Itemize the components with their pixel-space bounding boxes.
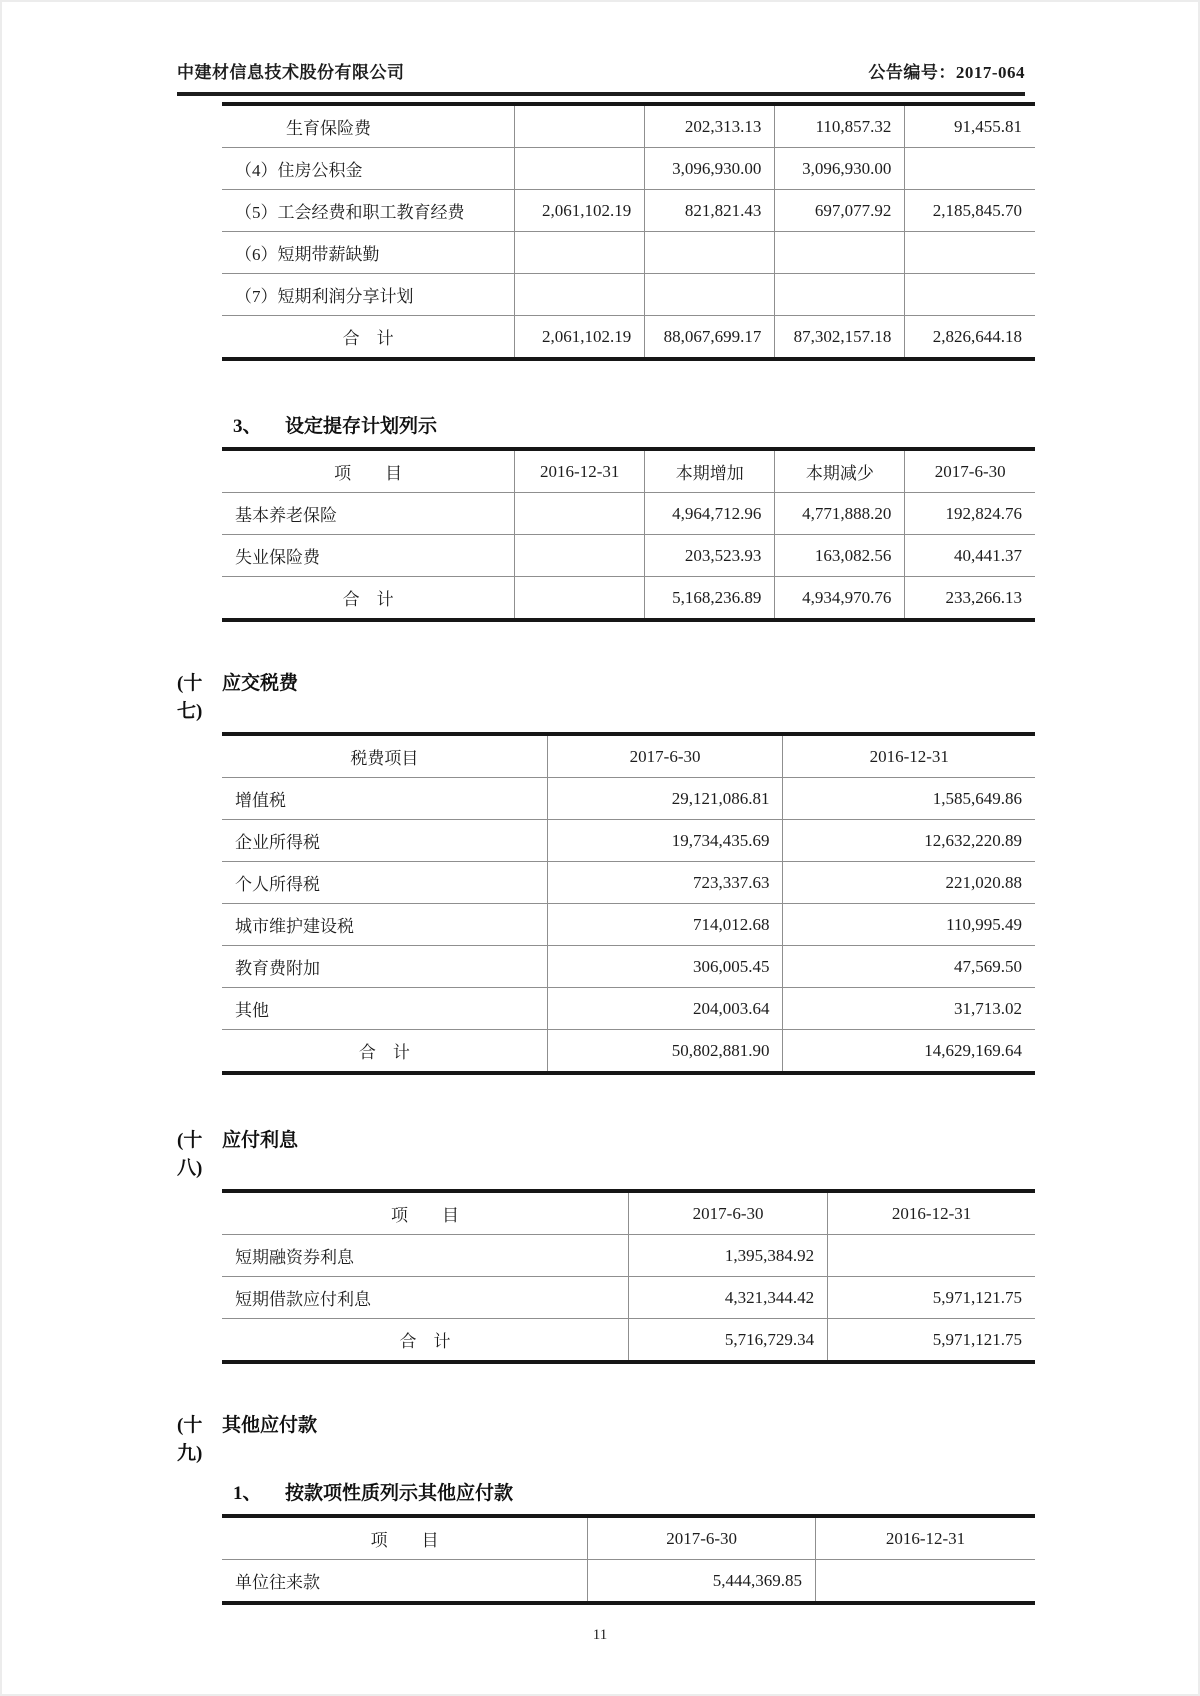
- cell-value: 203,523.93: [645, 535, 775, 577]
- row-label: （7）短期利润分享计划: [222, 274, 515, 316]
- table-row: [222, 535, 1035, 577]
- row-label: 合 计: [222, 1030, 547, 1074]
- cell-value: 233,266.13: [905, 577, 1035, 621]
- row-label: 增值税: [222, 778, 547, 820]
- cell-value: [645, 274, 775, 316]
- cell-value: 2,826,644.18: [905, 316, 1035, 360]
- cell-value: 91,455.81: [905, 104, 1035, 148]
- company-name: 中建材信息技术股份有限公司: [177, 63, 405, 82]
- row-label: 城市维护建设税: [222, 904, 547, 946]
- row-label: （4）住房公积金: [222, 148, 515, 190]
- cell-value: 3,096,930.00: [645, 148, 775, 190]
- tax-grid: [222, 732, 1035, 1075]
- announcement-number: [868, 58, 1025, 83]
- section-heading-interest-payable: [177, 1127, 1025, 1183]
- table-row: [222, 493, 1035, 535]
- section-title: 设定提存计划列示: [285, 416, 438, 437]
- section-number: 3、: [233, 416, 262, 437]
- cell-value: 5,444,369.85: [588, 1560, 816, 1604]
- column-header: 2017-6-30: [629, 1191, 828, 1235]
- table-row: [222, 862, 1035, 904]
- row-label: 合 计: [222, 577, 515, 621]
- cell-value: [775, 274, 905, 316]
- cell-value: 4,964,712.96: [645, 493, 775, 535]
- table-row: [222, 232, 1035, 274]
- announcement-value: 2017-064: [955, 63, 1025, 82]
- row-label: 合 计: [222, 316, 515, 360]
- cell-value: 29,121,086.81: [547, 778, 783, 820]
- cell-value: 31,713.02: [783, 988, 1035, 1030]
- table-row: [222, 778, 1035, 820]
- column-header: 本期减少: [775, 449, 905, 493]
- column-header: 项 目: [222, 1191, 629, 1235]
- defined-contribution-plan-table: [222, 447, 1035, 622]
- table-row: [222, 274, 1035, 316]
- cell-value: 5,716,729.34: [629, 1319, 828, 1363]
- plan-grid: [222, 447, 1035, 622]
- table-row: [222, 904, 1035, 946]
- section-title: 应交税费: [222, 673, 299, 694]
- cell-value: [815, 1560, 1035, 1604]
- cell-value: 821,821.43: [645, 190, 775, 232]
- table-row: [222, 1235, 1035, 1277]
- column-header: 2017-6-30: [588, 1516, 816, 1560]
- cell-value: 723,337.63: [547, 862, 783, 904]
- row-label: 短期融资券利息: [222, 1235, 629, 1277]
- page-footer: [0, 1627, 1200, 1644]
- column-header: 项 目: [222, 1516, 588, 1560]
- section-title: 其他应付款: [222, 1415, 318, 1436]
- column-header: 本期增加: [645, 449, 775, 493]
- cell-value: 110,857.32: [775, 104, 905, 148]
- row-label: 教育费附加: [222, 946, 547, 988]
- section-heading-other-payables: [177, 1412, 1025, 1468]
- cell-value: 306,005.45: [547, 946, 783, 988]
- table-header-row: [222, 1191, 1035, 1235]
- cell-value: 87,302,157.18: [775, 316, 905, 360]
- cell-value: 714,012.68: [547, 904, 783, 946]
- column-header: 2016-12-31: [783, 734, 1035, 778]
- row-label: 单位往来款: [222, 1560, 588, 1604]
- table-row: [222, 1560, 1035, 1604]
- other-payables-table: [222, 1514, 1035, 1605]
- cell-value: 202,313.13: [645, 104, 775, 148]
- cell-value: 12,632,220.89: [783, 820, 1035, 862]
- row-label: 短期借款应付利息: [222, 1277, 629, 1319]
- column-header: 项 目: [222, 449, 515, 493]
- column-header: 税费项目: [222, 734, 547, 778]
- row-label: 企业所得税: [222, 820, 547, 862]
- section-heading-other-payables-by-nature: [233, 1480, 1025, 1508]
- table-row: [222, 946, 1035, 988]
- cell-value: 5,971,121.75: [828, 1277, 1035, 1319]
- taxes-payable-table: [222, 732, 1035, 1075]
- cell-value: 2,185,845.70: [905, 190, 1035, 232]
- row-label: 个人所得税: [222, 862, 547, 904]
- cell-value: 697,077.92: [775, 190, 905, 232]
- table-row: [222, 148, 1035, 190]
- table-row: [222, 577, 1035, 621]
- table-row: [222, 1277, 1035, 1319]
- table-row: [222, 1319, 1035, 1363]
- section-heading-taxes-payable: [177, 670, 1025, 726]
- row-label: 其他: [222, 988, 547, 1030]
- cell-value: 4,934,970.76: [775, 577, 905, 621]
- cell-value: 3,096,930.00: [775, 148, 905, 190]
- cell-value: 204,003.64: [547, 988, 783, 1030]
- section-heading-defined-contribution-plan: [233, 413, 1025, 441]
- cell-value: [775, 232, 905, 274]
- cell-value: [645, 232, 775, 274]
- cell-value: 192,824.76: [905, 493, 1035, 535]
- section-number: (十七): [177, 673, 203, 722]
- cell-value: 1,585,649.86: [783, 778, 1035, 820]
- row-label: （5）工会经费和职工教育经费: [222, 190, 515, 232]
- cell-value: [515, 104, 645, 148]
- interest-grid: [222, 1189, 1035, 1364]
- cell-value: 40,441.37: [905, 535, 1035, 577]
- row-label: （6）短期带薪缺勤: [222, 232, 515, 274]
- cell-value: 19,734,435.69: [547, 820, 783, 862]
- compensation-grid: [222, 102, 1035, 361]
- cell-value: [515, 274, 645, 316]
- interest-payable-table: [222, 1189, 1035, 1364]
- cell-value: 2,061,102.19: [515, 190, 645, 232]
- table-header-row: [222, 1516, 1035, 1560]
- cell-value: [905, 274, 1035, 316]
- cell-value: [905, 148, 1035, 190]
- employee-benefits-continuation-table: [222, 102, 1035, 361]
- cell-value: 110,995.49: [783, 904, 1035, 946]
- section-number: (十九): [177, 1415, 203, 1464]
- cell-value: [515, 493, 645, 535]
- column-header: 2016-12-31: [815, 1516, 1035, 1560]
- table-row: [222, 190, 1035, 232]
- cell-value: 50,802,881.90: [547, 1030, 783, 1074]
- table-row: [222, 104, 1035, 148]
- table-header-row: [222, 734, 1035, 778]
- table-row: [222, 316, 1035, 360]
- payables-grid: [222, 1514, 1035, 1605]
- cell-value: 14,629,169.64: [783, 1030, 1035, 1074]
- table-header-row: [222, 449, 1035, 493]
- table-row: [222, 988, 1035, 1030]
- section-number: 1、: [233, 1483, 262, 1504]
- cell-value: 5,971,121.75: [828, 1319, 1035, 1363]
- cell-value: 88,067,699.17: [645, 316, 775, 360]
- cell-value: 2,061,102.19: [515, 316, 645, 360]
- column-header: 2017-6-30: [547, 734, 783, 778]
- row-label: 合 计: [222, 1319, 629, 1363]
- cell-value: 47,569.50: [783, 946, 1035, 988]
- row-label: 失业保险费: [222, 535, 515, 577]
- section-title: 按款项性质列示其他应付款: [285, 1483, 514, 1504]
- cell-value: 4,771,888.20: [775, 493, 905, 535]
- cell-value: 4,321,344.42: [629, 1277, 828, 1319]
- cell-value: [515, 577, 645, 621]
- cell-value: 5,168,236.89: [645, 577, 775, 621]
- page-number: 11: [592, 1627, 608, 1643]
- table-row: [222, 1030, 1035, 1074]
- cell-value: [828, 1235, 1035, 1277]
- section-title: 应付利息: [222, 1130, 299, 1151]
- cell-value: [515, 148, 645, 190]
- cell-value: [515, 232, 645, 274]
- row-label: 生育保险费: [222, 104, 515, 148]
- cell-value: 1,395,384.92: [629, 1235, 828, 1277]
- table-row: [222, 820, 1035, 862]
- cell-value: [905, 232, 1035, 274]
- cell-value: 163,082.56: [775, 535, 905, 577]
- row-label: 基本养老保险: [222, 493, 515, 535]
- cell-value: 221,020.88: [783, 862, 1035, 904]
- section-number: (十八): [177, 1130, 203, 1179]
- column-header: 2016-12-31: [828, 1191, 1035, 1235]
- column-header: 2016-12-31: [515, 449, 645, 493]
- announcement-label: 公告编号：: [868, 63, 956, 82]
- cell-value: [515, 535, 645, 577]
- page-header: [177, 0, 1025, 96]
- column-header: 2017-6-30: [905, 449, 1035, 493]
